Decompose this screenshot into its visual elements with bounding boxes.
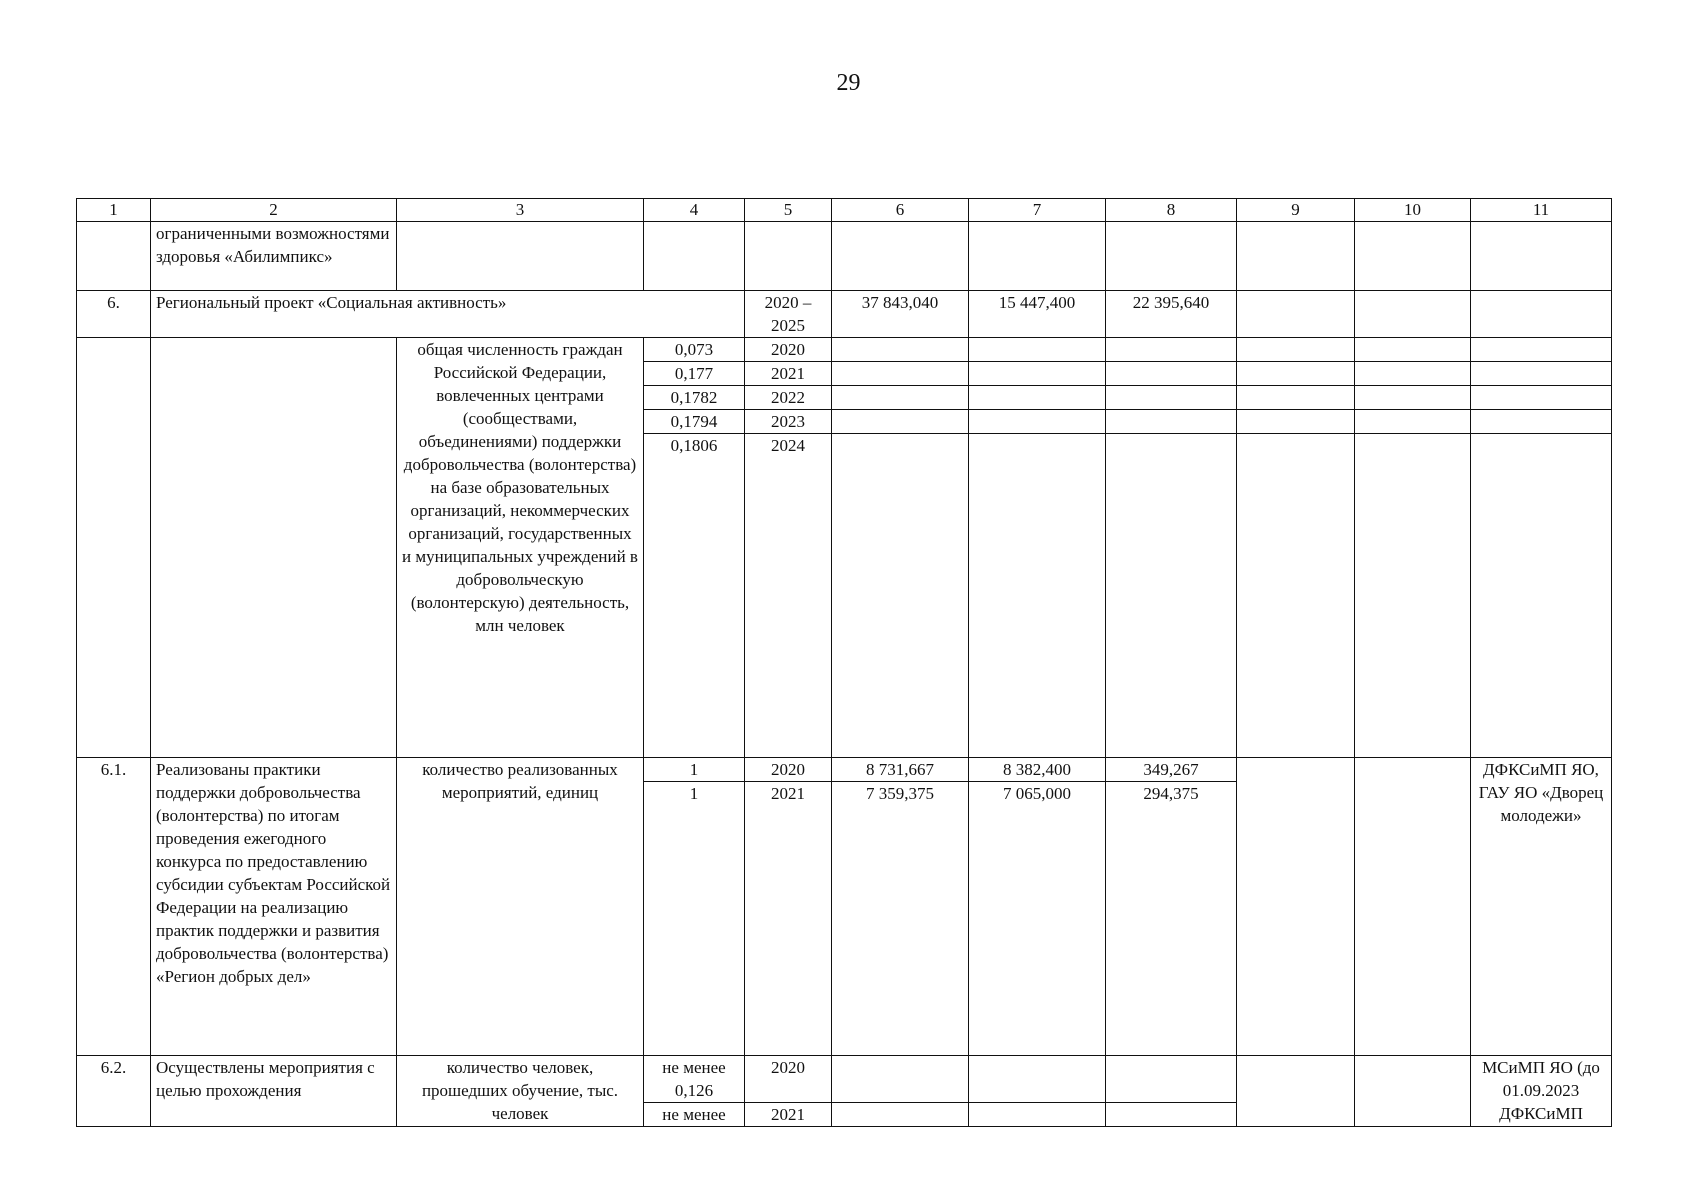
column-number: 1 [77,199,151,222]
indicator-year: 2022 [745,386,832,410]
indicator-value: не менее 0,126 [644,1056,745,1103]
indicator-value: 0,1794 [644,410,745,434]
item-number: 6.1. [77,758,151,1056]
item-number: 6.2. [77,1056,151,1127]
column-number: 10 [1355,199,1471,222]
indicator-value: 0,177 [644,362,745,386]
item-title: Реализованы практики поддержки добровольчества (волонтерства) по итогам проведения ежегодного конкурса по предоставлению субсидии субъектам Российской Федерации на реализацию практик поддержки и развития добровольчества (волонтерства) «Регион добрых дел» [151,758,397,1056]
column-number: 9 [1237,199,1355,222]
funding-col8: 294,375 [1106,782,1237,1056]
indicator-value: 1 [644,758,745,782]
item-row [77,1056,1612,1103]
item-indicator: количество реализованных мероприятий, единиц [397,758,644,1056]
item-number: 6. [77,291,151,338]
indicator-value: 0,1806 [644,434,745,758]
item-title: Осуществлены мероприятия с целью прохождения [151,1056,397,1127]
column-number: 5 [745,199,832,222]
indicator-year: 2020 [745,338,832,362]
funding-col8: 349,267 [1106,758,1237,782]
item-executor: ДФКСиМП ЯО, ГАУ ЯО «Дворец молодежи» [1471,758,1612,1056]
item-row [77,758,1612,782]
page-number: 29 [836,70,861,96]
funding-total: 37 843,040 [832,291,969,338]
column-number: 7 [969,199,1106,222]
project-period: 2020 – 2025 [745,291,832,338]
indicator-year: 2021 [745,1103,832,1127]
indicator-value: 0,073 [644,338,745,362]
item-executor: МСиМП ЯО (до 01.09.2023 ДФКСиМП [1471,1056,1612,1127]
indicator-value: не менее [644,1103,745,1127]
funding-col7: 8 382,400 [969,758,1106,782]
indicator-value: 1 [644,782,745,1056]
indicator-year: 2020 [745,1056,832,1103]
indicator-row [77,338,1612,362]
indicator-year: 2021 [745,782,832,1056]
indicator-year: 2023 [745,410,832,434]
funding-total: 7 359,375 [832,782,969,1056]
column-number: 3 [397,199,644,222]
funding-col8: 22 395,640 [1106,291,1237,338]
program-table [76,198,1612,1127]
funding-total: 8 731,667 [832,758,969,782]
indicator-value: 0,1782 [644,386,745,410]
column-number-row [77,199,1612,222]
indicator-description: общая численность граждан Российской Федерации, вовлеченных центрами (сообществами, объединениями) поддержки добровольчества (волонтерства) на базе образовательных организаций, некоммерческих организаций, государственных и муниципальных учреждений в добровольческую (волонтерскую) деятельность, млн человек [397,338,644,758]
table-row [77,222,1612,291]
funding-col7: 15 447,400 [969,291,1106,338]
column-number: 2 [151,199,397,222]
column-number: 11 [1471,199,1612,222]
indicator-year: 2020 [745,758,832,782]
item-indicator: количество человек, прошедших обучение, тыс. человек [397,1056,644,1127]
indicator-year: 2024 [745,434,832,758]
project-row [77,291,1612,338]
continued-item-text: ограниченными возможностями здоровья «Абилимпикс» [151,222,397,291]
column-number: 4 [644,199,745,222]
column-number: 6 [832,199,969,222]
project-title: Региональный проект «Социальная активность» [151,291,745,338]
column-number: 8 [1106,199,1237,222]
funding-col7: 7 065,000 [969,782,1106,1056]
indicator-year: 2021 [745,362,832,386]
